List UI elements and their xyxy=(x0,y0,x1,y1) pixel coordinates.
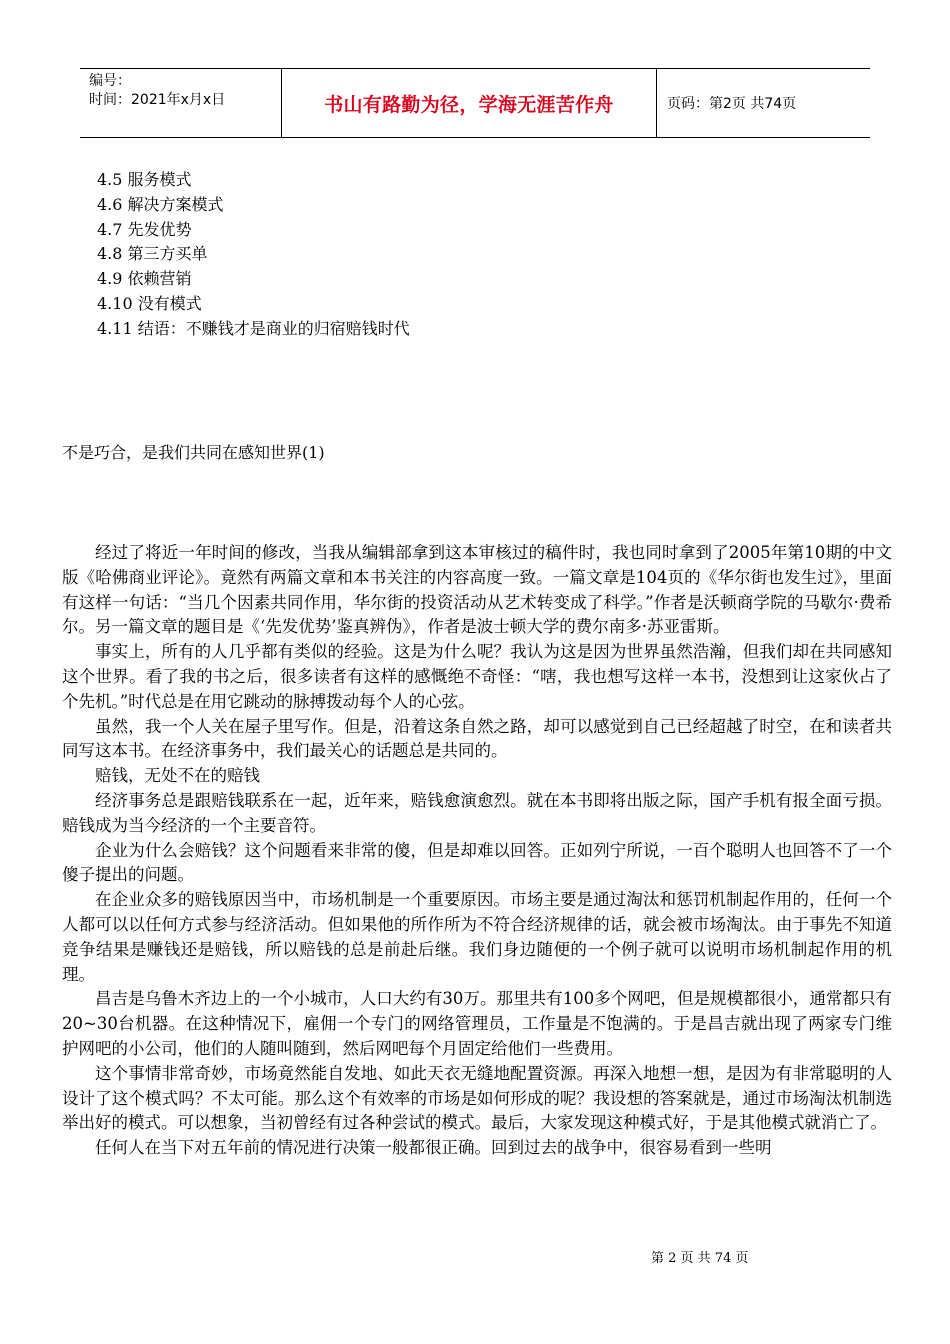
page-footer: 第 2 页 共 74 页 xyxy=(651,1251,749,1266)
paragraph: 昌吉是乌鲁木齐边上的一个小城市，人口大约有30万。那里共有100多个网吧，但是规模都很小，通常都只有20~30台机器。在这种情况下，雇佣一个专门的网络管理员，工作量是不饱满的。于是昌吉就出现了两家专门维护网吧的小公司，他们的人随叫随到，然后网吧每个月固定给他们一些费用。 xyxy=(62,989,892,1058)
paragraph: 经过了将近一年时间的修改，当我从编辑部拿到这本审核过的稿件时，我也同时拿到了2005年第10期的中文版《哈佛商业评论》。竟然有两篇文章和本书关注的内容高度一致。一篇文章是104页的《华尔街也发生过》，里面有这样一句话：“当几个因素共同作用，华尔街的投资活动从艺术转变成了科学。”作者是沃顿商学院的马歇尔·费希尔。另一篇文章的题目是《‘先发优势’鉴真辨伪》，作者是波士顿大学的费尔南多·苏亚雷斯。 xyxy=(62,543,892,637)
toc-item: 4.10 没有模式 xyxy=(97,293,202,313)
header-page-info: 页码：第2页 共74页 xyxy=(667,96,797,112)
paragraph: 任何人在当下对五年前的情况进行决策一般都很正确。回到过去的战争中，很容易看到一些明 xyxy=(95,1138,772,1158)
toc-item: 4.7 先发优势 xyxy=(97,219,192,239)
toc-item: 4.5 服务模式 xyxy=(97,170,192,189)
toc-item: 4.9 依赖营销 xyxy=(97,269,192,289)
paragraph: 虽然，我一个人关在屋子里写作。但是，沿着这条自然之路，却可以感觉到自己已经超越了时空，在和读者共同写这本书。在经济事务中，我们最关心的话题总是共同的。 xyxy=(62,716,892,761)
body-text xyxy=(62,541,892,1161)
subheading: 赔钱，无处不在的赔钱 xyxy=(95,766,260,786)
paragraph: 企业为什么会赔钱？这个问题看来非常的傻，但是却难以回答。正如列宁所说，一百个聪明人也回答不了一个傻子提出的问题。 xyxy=(62,840,892,885)
paragraph: 经济事务总是跟赔钱联系在一起，近年来，赔钱愈演愈烈。就在本书即将出版之际，国产手机有报全面亏损。赔钱成为当今经济的一个主要音符。 xyxy=(62,790,892,835)
toc-item: 4.11 结语：不赚钱才是商业的归宿赔钱时代 xyxy=(97,318,410,338)
paragraph: 这个事情非常奇妙，市场竟然能自发地、如此天衣无缝地配置资源。再深入地想一想，是因为有非常聪明的人设计了这个模式吗？不太可能。那么这个有效率的市场是如何形成的呢？我设想的答案就是，通过市场淘汰机制选举出好的模式。可以想象，当初曾经有过各种尝试的模式。最后，大家发现这种模式好，于是其他模式就消亡了。 xyxy=(62,1063,892,1133)
time-label: 时间：2021年x月x日 xyxy=(89,92,226,108)
paragraph: 事实上，所有的人几乎都有类似的经验。这是为什么呢？我认为这是因为世界虽然浩瀚，但我们却在共同感知这个世界。看了我的书之后，很多读者有这样的感慨绝不奇怪：“嗐，我也想写这样一本书，没想到让这家伙占了个先机。”时代总是在用它跳动的脉搏拨动每个人的心弦。 xyxy=(62,642,892,711)
header-meta xyxy=(80,69,282,137)
paragraph: 在企业众多的赔钱原因当中，市场机制是一个重要原因。市场主要是通过淘汰和惩罚机制起作用的，任何一个人都可以以任何方式参与经济活动。但如果他的所作所为不符合经济规律的话，就会被市场淘汰。由于事先不知道竞争结果是赚钱还是赔钱，所以赔钱的总是前赴后继。我们身边随便的一个例子就可以说明市场机制起作用的机理。 xyxy=(62,890,892,984)
section-title: 不是巧合，是我们共同在感知世界(1) xyxy=(62,443,325,462)
header-motto: 书山有路勤为径，学海无涯苦作舟 xyxy=(282,69,657,137)
table-of-contents xyxy=(97,168,410,342)
toc-item: 4.6 解决方案模式 xyxy=(97,194,224,214)
serial-label: 编号： xyxy=(89,73,131,89)
toc-item: 4.8 第三方买单 xyxy=(97,244,208,264)
page-header xyxy=(80,68,870,138)
